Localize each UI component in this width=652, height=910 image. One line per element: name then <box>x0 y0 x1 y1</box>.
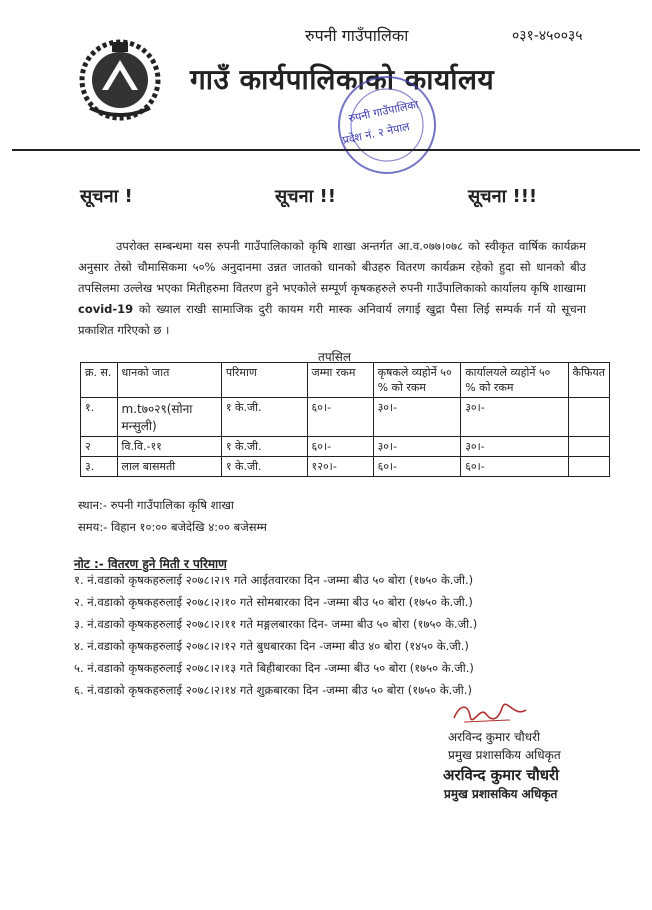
signatory-title: प्रमुख प्रशासकिय अधिकृत <box>448 748 561 762</box>
note-line-4: ४. नं.वडाको कृषकहरुलाई २०७८।२।१२ गते बुधबारका दिन -जम्मा बीउ ४० बोरा (१४५० के.जी.) <box>74 639 469 653</box>
cell-variety: वि.वि.-११ <box>117 437 221 457</box>
signatory-name: अरविन्द कुमार चौधरी <box>448 730 541 744</box>
header-quantity: परिमाण <box>221 363 307 398</box>
cell-office-share: ६०।- <box>461 457 568 477</box>
header-farmer-share: कृषकले व्यहोर्ने ५० % को रकम <box>373 363 461 398</box>
signatory-name-stamp: अरविन्द कुमार चौधरी <box>443 766 560 784</box>
cell-office-share: ३०।- <box>461 437 568 457</box>
table-row <box>81 457 610 477</box>
cell-remarks <box>568 457 609 477</box>
cell-remarks <box>568 398 609 437</box>
phone-number: ०३१-४५००३५ <box>512 28 583 44</box>
cell-quantity: १ के.जी. <box>221 457 307 477</box>
government-emblem-logo <box>72 30 168 126</box>
table-header-row <box>81 363 610 398</box>
header-variety: धानको जात <box>117 363 221 398</box>
notice-heading-1: सूचना ! <box>80 186 133 207</box>
covid-term: covid-19 <box>78 302 134 316</box>
cell-farmer-share: ३०।- <box>373 437 461 457</box>
cell-quantity: १ के.जी. <box>221 437 307 457</box>
distribution-time: समय:- विहान १०:०० बजेदेखि ४:०० बजेसम्म <box>78 520 267 534</box>
cell-variety: लाल बासमती <box>117 457 221 477</box>
cell-farmer-share: ३०।- <box>373 398 461 437</box>
table-row <box>81 437 610 457</box>
seed-distribution-table <box>80 362 610 477</box>
cell-quantity: १ के.जी. <box>221 398 307 437</box>
notice-heading-2: सूचना !! <box>275 186 336 207</box>
table-row <box>81 398 610 437</box>
signatory-title-stamp: प्रमुख प्रशासकिय अधिकृत <box>444 787 558 801</box>
note-line-6: ६. नं.वडाको कृषकहरुलाई २०७८।२।१४ गते शुक्रबारका दिन -जम्मा बीउ ५० बोरा (१७५० के.जी.) <box>74 683 472 697</box>
cell-serial: १. <box>81 398 118 437</box>
stamp-line-2: प्रदेश नं. २ नेपाल <box>341 120 411 147</box>
header-remarks: कैफियत <box>568 363 609 398</box>
handwritten-signature <box>450 700 530 726</box>
stamp-line-1: रुपनी गाउँपालिका <box>347 97 420 126</box>
header-total: जम्मा रकम <box>307 363 373 398</box>
office-title: गाउँ कार्यपालिकाको कार्यालय <box>190 63 495 96</box>
cell-total: ६०।- <box>307 398 373 437</box>
cell-remarks <box>568 437 609 457</box>
table-caption: तपसिल <box>318 350 352 364</box>
cell-total: ६०।- <box>307 437 373 457</box>
cell-serial: ३. <box>81 457 118 477</box>
note-line-1: १. नं.वडाको कृषकहरुलाई २०७८।२।९ गते आईतवारका दिन -जम्मा बीउ ५० बोरा (१७५० के.जी.) <box>74 573 474 587</box>
body-text-after: को ख्याल राखी सामाजिक दुरी कायम गरी मास्क अनिवार्य लगाई खुद्रा पैसा लिई सम्पर्क गर्न यो सूचना प्रकाशित गरिएको छ । <box>78 302 586 337</box>
note-line-3: ३. नं.वडाको कृषकहरुलाई २०७८।२।११ गते मङ्गलबारका दिन- जम्मा बीउ ५० बोरा (१७५० के.जी.) <box>74 617 478 631</box>
header-office-share: कार्यालयले व्यहोर्ने ५० % को रकम <box>461 363 568 398</box>
cell-serial: २ <box>81 437 118 457</box>
header-serial: क्र. स. <box>81 363 118 398</box>
header-divider <box>12 149 640 151</box>
cell-office-share: ३०।- <box>461 398 568 437</box>
cell-variety: m.t७०२९(सोना मन्सुली) <box>117 398 221 437</box>
distribution-place: स्थान:- रुपनी गाउँपालिका कृषि शाखा <box>78 498 234 512</box>
notice-body <box>78 236 586 341</box>
body-text-before: उपरोक्त सम्बन्धमा यस रुपनी गाउँपालिकाको कृषि शाखा अन्तर्गत आ.व.०७७।०७८ को स्वीकृत वार्षिक कार्यक्रम अनुसार तेस्रो चौमासिकमा ५०% अनुदानमा उन्नत जातको धानको बीउहरु वितरण कार्यक्रम रहेको हुदा सो धानको बीउ तपसिलमा उल्लेख भएका मितीहरुमा वितरण हुने भएकोले सम्पूर्ण कृषकहरुले रुपनी गाउँपालिकाको कार्यालय कृषि शाखामा <box>78 239 586 295</box>
cell-farmer-share: ६०।- <box>373 457 461 477</box>
note-line-5: ५. नं.वडाको कृषकहरुलाई २०७८।२।१३ गते बिहीबारका दिन -जम्मा बीउ ५० बोरा (१७५० के.जी.) <box>74 661 474 675</box>
cell-total: १२०।- <box>307 457 373 477</box>
note-line-2: २. नं.वडाको कृषकहरुलाई २०७८।२।१० गते सोमबारका दिन -जम्मा बीउ ५० बोरा (१७५० के.जी.) <box>74 595 473 609</box>
municipality-name: रुपनी गाउँपालिका <box>305 26 409 45</box>
note-heading: नोट :- वितरण हुने मिती र परिमाण <box>74 557 227 571</box>
notice-heading-3: सूचना !!! <box>468 186 538 207</box>
